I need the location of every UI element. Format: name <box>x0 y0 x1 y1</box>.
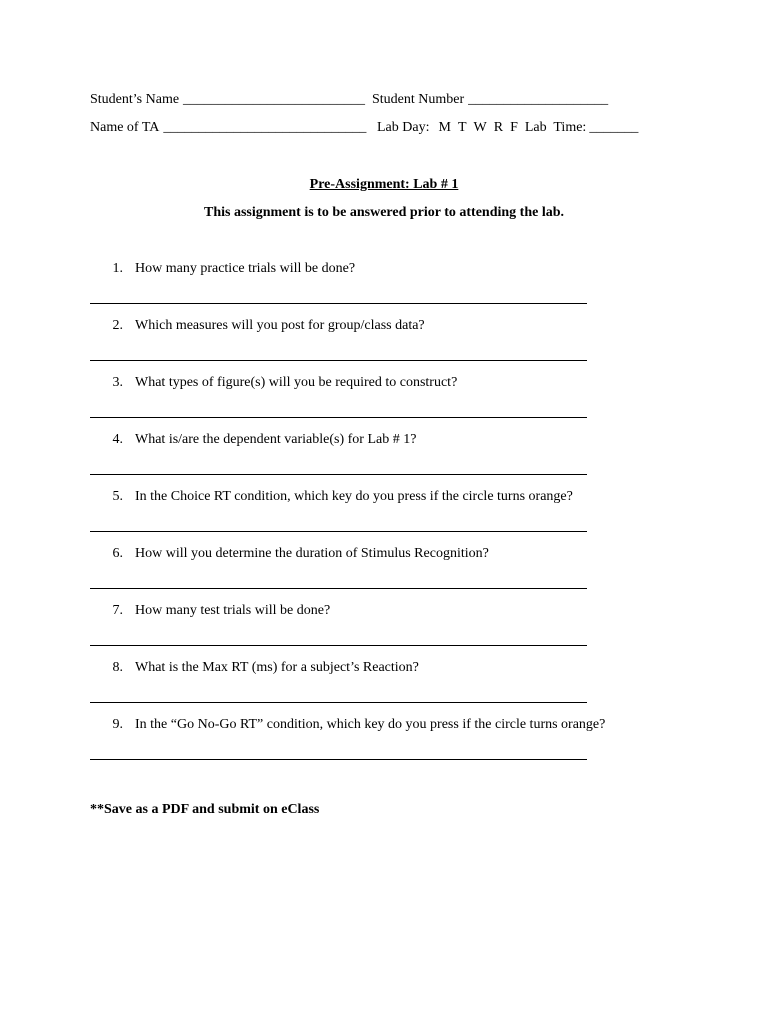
question-text: How many practice trials will be done? <box>135 261 356 276</box>
answer-line[interactable] <box>90 645 587 646</box>
lab-day-label: Lab Day: <box>377 120 430 135</box>
question-text: What is the Max RT (ms) for a subject’s Reaction? <box>135 660 419 675</box>
question-item <box>0 716 768 773</box>
lab-day-group <box>377 119 638 137</box>
question-number: 6. <box>112 546 123 561</box>
question-list <box>0 260 768 773</box>
page-subtitle: This assignment is to be answered prior to attending the lab. <box>203 205 564 220</box>
question-number: 8. <box>112 660 123 675</box>
question-item <box>0 545 768 602</box>
student-number-field[interactable]: ____________________ <box>468 92 609 107</box>
question-row <box>90 260 355 278</box>
lab-time-label: Lab Time: <box>524 120 587 135</box>
student-name-field[interactable]: __________________________ <box>183 92 366 107</box>
ta-name-field[interactable]: _____________________________ <box>163 120 367 135</box>
question-number: 3. <box>112 375 123 390</box>
lab-day-option-t: T <box>457 120 467 135</box>
answer-line[interactable] <box>90 303 587 304</box>
student-name-group <box>90 91 365 109</box>
question-text: How many test trials will be done? <box>135 603 331 618</box>
question-row <box>90 431 416 449</box>
lab-info-row <box>0 119 768 137</box>
question-text: How will you determine the duration of Stimulus Recognition? <box>135 546 489 561</box>
student-info-row <box>0 91 768 109</box>
student-number-group <box>372 91 608 109</box>
lab-day-option-w: W <box>473 120 487 135</box>
question-row <box>90 488 573 506</box>
answer-line[interactable] <box>90 588 587 589</box>
ta-name-group <box>90 119 366 137</box>
question-number: 4. <box>112 432 123 447</box>
question-row <box>90 602 330 620</box>
student-name-label: Student’s Name <box>90 92 180 107</box>
ta-name-label: Name of TA <box>90 120 160 135</box>
answer-line[interactable] <box>90 759 587 760</box>
lab-day-option-f: F <box>510 120 518 135</box>
answer-line[interactable] <box>90 531 587 532</box>
question-item <box>0 488 768 545</box>
question-row <box>90 659 419 677</box>
question-text: What types of figure(s) will you be required to construct? <box>135 375 458 390</box>
page-title: Pre-Assignment: Lab # 1 <box>309 177 459 192</box>
answer-line[interactable] <box>90 702 587 703</box>
question-item <box>0 431 768 488</box>
question-item <box>0 602 768 659</box>
question-text: In the Choice RT condition, which key do you press if the circle turns orange? <box>135 489 573 504</box>
lab-day-option-m: M <box>438 120 451 135</box>
question-item <box>0 317 768 374</box>
question-item <box>0 659 768 716</box>
question-text: What is/are the dependent variable(s) for Lab # 1? <box>135 432 417 447</box>
question-item <box>0 260 768 317</box>
question-number: 2. <box>112 318 123 333</box>
question-item <box>0 374 768 431</box>
question-number: 1. <box>112 261 123 276</box>
question-number: 9. <box>112 717 123 732</box>
question-text: Which measures will you post for group/class data? <box>135 318 425 333</box>
question-number: 7. <box>112 603 123 618</box>
answer-line[interactable] <box>90 417 587 418</box>
lab-day-option-r: R <box>493 120 504 135</box>
question-row <box>90 374 457 392</box>
question-row <box>90 716 605 734</box>
question-row <box>90 317 425 335</box>
submission-note: **Save as a PDF and submit on eClass <box>90 802 320 817</box>
student-number-label: Student Number <box>372 92 465 107</box>
answer-line[interactable] <box>90 360 587 361</box>
lab-time-field[interactable]: _______ <box>589 120 639 135</box>
question-row <box>90 545 489 563</box>
answer-line[interactable] <box>90 474 587 475</box>
question-number: 5. <box>112 489 123 504</box>
question-text: In the “Go No-Go RT” condition, which key do you press if the circle turns orange? <box>135 717 606 732</box>
